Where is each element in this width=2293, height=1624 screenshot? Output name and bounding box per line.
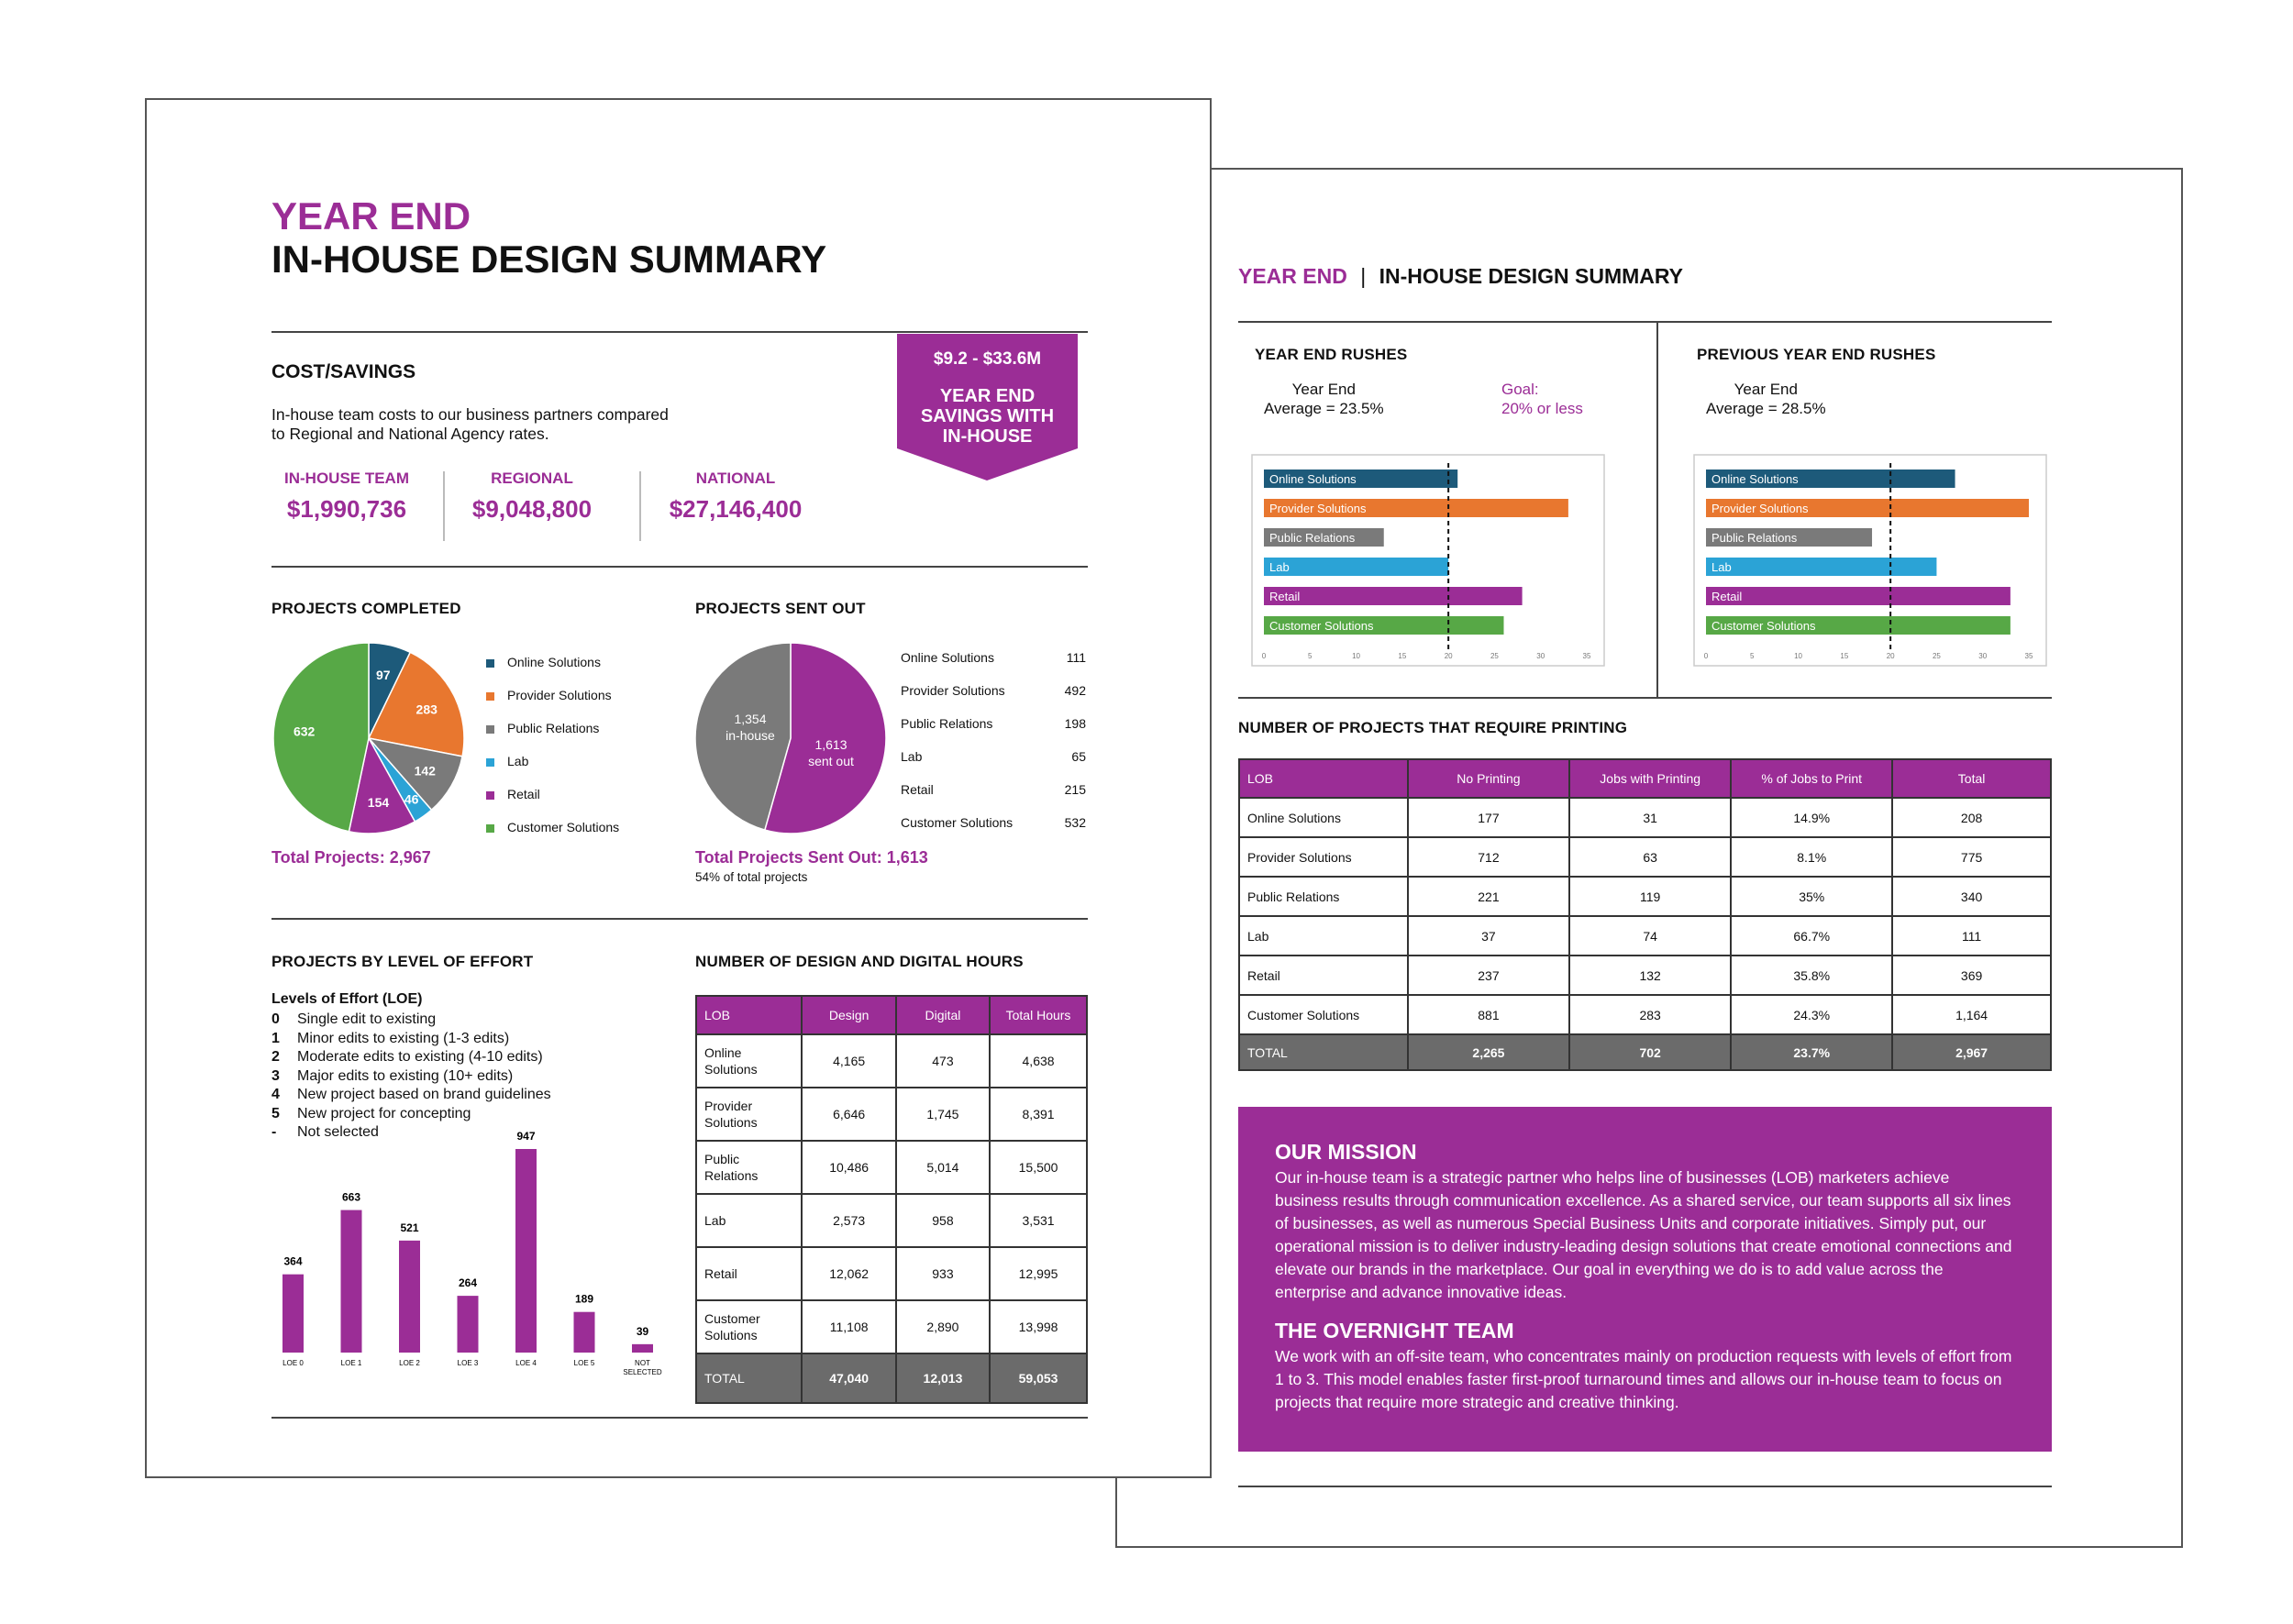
table-row (1239, 798, 2051, 837)
rushes-average-line1: Year End (1291, 381, 1356, 398)
bar-label: Customer Solutions (1711, 619, 1816, 633)
legend-label: Public Relations (507, 721, 600, 735)
pie-slice-label: sent out (808, 754, 854, 768)
legend-swatch (486, 758, 494, 767)
bar (1706, 558, 1936, 576)
loe-text: New project based on brand guidelines (297, 1087, 551, 1102)
mission-box (1238, 1107, 2052, 1452)
table-cell: 2,890 (896, 1300, 990, 1353)
table-cell: 35% (1731, 877, 1892, 916)
table-cell: 111 (1892, 916, 2051, 956)
bar-category-label: LOE 2 (399, 1359, 420, 1367)
loe-key: 4 (271, 1087, 280, 1102)
loe-item (271, 1106, 471, 1122)
legend-label: Provider Solutions (901, 683, 1005, 698)
table-cell: 12,995 (990, 1247, 1087, 1300)
bar-value-label: 663 (341, 1190, 361, 1204)
cost-col-national (657, 470, 814, 524)
sent-pie (693, 641, 888, 835)
table-row (696, 1247, 1087, 1300)
cost-value: $1,990,736 (286, 495, 407, 523)
table-row (1239, 837, 2051, 877)
legend-label: Provider Solutions (507, 688, 612, 702)
sent-subtotal: 54% of total projects (695, 870, 808, 884)
legend-value: 111 (1066, 650, 1086, 665)
table-total-row (696, 1353, 1087, 1403)
bar (1706, 587, 2011, 605)
table-row (1239, 916, 2051, 956)
overnight-heading: THE OVERNIGHT TEAM (1275, 1319, 1514, 1342)
page-one (145, 98, 1212, 1478)
rushes-goal-label: Goal: (1501, 381, 1539, 398)
bar-label: Online Solutions (1711, 472, 1799, 486)
axis-tick-label: 15 (1398, 652, 1407, 660)
table-cell: 37 (1408, 916, 1569, 956)
lob-name: Customer Solutions (696, 1300, 802, 1353)
printing-heading: NUMBER OF PROJECTS THAT REQUIRE PRINTING (1238, 719, 1628, 736)
table-cell: 8.1% (1731, 837, 1892, 877)
table-row (696, 1300, 1087, 1353)
bar (282, 1275, 304, 1353)
table-cell: 208 (1892, 798, 2051, 837)
divider (271, 1417, 1088, 1419)
cost-label: IN-HOUSE TEAM (284, 470, 409, 487)
cost-description-line2: to Regional and National Agency rates. (271, 425, 549, 443)
cost-heading: COST/SAVINGS (271, 361, 416, 382)
axis-tick-label: 5 (1308, 652, 1313, 660)
pie-slice-label: 142 (414, 763, 436, 779)
column-header: Digital (896, 996, 990, 1034)
loe-item (271, 1049, 543, 1066)
bar-value-label: 947 (516, 1130, 536, 1143)
axis-tick-label: 35 (1582, 652, 1591, 660)
axis-tick-label: 5 (1750, 652, 1755, 660)
pie-slice-label: in-house (726, 728, 775, 743)
table-cell: 12,062 (802, 1247, 895, 1300)
table-cell: 24.3% (1731, 995, 1892, 1034)
page2-title-summary: IN-HOUSE DESIGN SUMMARY (1379, 264, 1684, 288)
legend-item (486, 787, 540, 801)
table-row (696, 1034, 1087, 1088)
table-cell: 2,265 (1408, 1034, 1569, 1070)
bar (458, 1296, 479, 1353)
page2-title (1238, 264, 1683, 289)
axis-tick-label: 25 (1490, 652, 1499, 660)
legend-label: Lab (507, 754, 529, 768)
table-cell: 10,486 (802, 1141, 895, 1194)
savings-label-2: SAVINGS WITH (920, 406, 1055, 426)
table-cell: 59,053 (990, 1353, 1087, 1403)
column-header: Jobs with Printing (1569, 759, 1731, 798)
cost-value: $27,146,400 (669, 495, 803, 523)
legend-value: 532 (1064, 815, 1086, 830)
page-title-year: YEAR END (271, 194, 471, 238)
pie-slice (273, 643, 369, 832)
pie-slice-label: 154 (367, 794, 390, 810)
table-cell: 13,998 (990, 1300, 1087, 1353)
legend-item (901, 815, 1086, 830)
table-cell: 5,014 (896, 1141, 990, 1194)
table-cell: 66.7% (1731, 916, 1892, 956)
loe-item (271, 1068, 513, 1085)
divider (1238, 697, 2052, 699)
bar-value-label: 264 (458, 1276, 478, 1290)
bar-value-label: 39 (636, 1324, 649, 1338)
table-cell: 63 (1569, 837, 1731, 877)
legend-item (901, 650, 1086, 665)
lob-name: Public Relations (696, 1141, 802, 1194)
loe-text: Single edit to existing (297, 1011, 437, 1027)
axis-tick-label: 15 (1840, 652, 1849, 660)
savings-label-3: IN-HOUSE (942, 426, 1033, 447)
table-cell: 132 (1569, 956, 1731, 995)
bar-category-label: LOE 3 (457, 1359, 479, 1367)
cost-description (271, 405, 669, 444)
column-header: Total Hours (990, 996, 1087, 1034)
hours-heading: NUMBER OF DESIGN AND DIGITAL HOURS (695, 953, 1024, 970)
lob-name: Provider Solutions (1239, 837, 1408, 877)
table-cell: 4,165 (802, 1034, 895, 1088)
table-cell: 933 (896, 1247, 990, 1300)
loe-text: Minor edits to existing (1-3 edits) (297, 1030, 510, 1046)
legend-value: 198 (1064, 716, 1086, 731)
legend-item (901, 683, 1086, 698)
table-row (1239, 995, 2051, 1034)
divider-vertical (443, 471, 445, 541)
column-header: LOB (1239, 759, 1408, 798)
column-header: No Printing (1408, 759, 1569, 798)
loe-bar-chart (271, 1130, 675, 1384)
savings-range: $9.2 - $33.6M (933, 349, 1042, 369)
table-cell: 6,646 (802, 1088, 895, 1141)
page-title-summary: IN-HOUSE DESIGN SUMMARY (271, 238, 827, 281)
table-cell: 12,013 (896, 1353, 990, 1403)
table-cell: 221 (1408, 877, 1569, 916)
divider (1238, 1486, 2052, 1487)
axis-tick-label: 30 (1978, 652, 1988, 660)
legend-label: Online Solutions (901, 650, 994, 665)
column-header: LOB (696, 996, 802, 1034)
axis-tick-label: 35 (2024, 652, 2033, 660)
cost-label: NATIONAL (695, 470, 776, 487)
mission-heading: OUR MISSION (1275, 1140, 1417, 1164)
sent-total: Total Projects Sent Out: 1,613 (695, 848, 928, 867)
column-header: % of Jobs to Print (1731, 759, 1892, 798)
sent-heading: PROJECTS SENT OUT (695, 600, 866, 617)
rushes-heading: YEAR END RUSHES (1255, 346, 1408, 363)
cost-col-inhouse (271, 470, 422, 524)
loe-text: New project for concepting (297, 1105, 471, 1121)
prev-rushes-average-line2: Average = 28.5% (1706, 400, 1826, 417)
bar-label: Retail (1269, 590, 1301, 603)
legend-item (901, 782, 1086, 797)
table-row (1239, 956, 2051, 995)
table-cell: 35.8% (1731, 956, 1892, 995)
printing-table (1238, 758, 2052, 1071)
cost-col-regional (459, 470, 605, 524)
table-cell: 712 (1408, 837, 1569, 877)
table-row (1239, 877, 2051, 916)
legend-value: 215 (1064, 782, 1086, 797)
table-cell: 369 (1892, 956, 2051, 995)
bar-label: Provider Solutions (1269, 502, 1367, 515)
rushes-average (1264, 380, 1384, 418)
axis-tick-label: 30 (1536, 652, 1545, 660)
divider (271, 331, 1088, 333)
table-cell: 11,108 (802, 1300, 895, 1353)
legend-item (901, 749, 1086, 764)
loe-item (271, 1031, 509, 1047)
loe-subheading: Levels of Effort (LOE) (271, 991, 423, 1007)
table-cell: 237 (1408, 956, 1569, 995)
loe-heading: PROJECTS BY LEVEL OF EFFORT (271, 953, 534, 970)
legend-value: 65 (1071, 749, 1086, 764)
lob-name: Online Solutions (1239, 798, 1408, 837)
loe-key: 1 (271, 1030, 280, 1046)
loe-key: 5 (271, 1105, 280, 1121)
loe-item (271, 1011, 436, 1028)
pie-slice-label: 1,354 (734, 712, 767, 726)
legend-label: Customer Solutions (901, 815, 1014, 830)
divider (271, 566, 1088, 568)
loe-item (271, 1124, 379, 1141)
lob-name: Retail (1239, 956, 1408, 995)
divider (1238, 321, 2052, 323)
axis-tick-label: 20 (1444, 652, 1453, 660)
table-cell: 4,638 (990, 1034, 1087, 1088)
table-cell: 74 (1569, 916, 1731, 956)
table-header-row (1239, 759, 2051, 798)
table-cell: 2,573 (802, 1194, 895, 1247)
bar-label: Online Solutions (1269, 472, 1357, 486)
table-cell: 702 (1569, 1034, 1731, 1070)
table-cell: 177 (1408, 798, 1569, 837)
bar (632, 1344, 653, 1353)
table-cell: 31 (1569, 798, 1731, 837)
bar-category-label: SELECTED (623, 1368, 662, 1376)
lob-name: Public Relations (1239, 877, 1408, 916)
bar-value-label: 189 (574, 1292, 594, 1306)
savings-badge-text (897, 349, 1078, 447)
table-cell: 958 (896, 1194, 990, 1247)
legend-item (486, 721, 599, 735)
legend-swatch (486, 824, 494, 833)
bar-category-label: LOE 5 (573, 1359, 595, 1367)
legend-swatch (486, 692, 494, 701)
legend-item (901, 716, 1086, 731)
pie-slice-label: 1,613 (814, 737, 847, 752)
loe-key: - (271, 1124, 277, 1140)
legend-swatch (486, 791, 494, 800)
axis-tick-label: 10 (1794, 652, 1803, 660)
divider (271, 918, 1088, 920)
lob-name: Lab (1239, 916, 1408, 956)
divider-vertical (1656, 323, 1658, 697)
table-cell: TOTAL (1239, 1034, 1408, 1070)
page2-title-separator: | (1360, 264, 1367, 288)
rushes-average-line2: Average = 23.5% (1264, 400, 1384, 417)
page2-title-year: YEAR END (1238, 264, 1347, 288)
lob-name: Retail (696, 1247, 802, 1300)
rushes-goal (1501, 380, 1583, 418)
bar-category-label: NOT (635, 1359, 650, 1367)
table-cell: 15,500 (990, 1141, 1087, 1194)
table-header-row (696, 996, 1087, 1034)
loe-key: 0 (271, 1011, 280, 1027)
bar-label: Provider Solutions (1711, 502, 1809, 515)
table-cell: 119 (1569, 877, 1731, 916)
table-cell: 2,967 (1892, 1034, 2051, 1070)
bar-value-label: 521 (400, 1221, 419, 1234)
axis-tick-label: 10 (1352, 652, 1361, 660)
loe-item (271, 1087, 551, 1103)
loe-text: Not selected (297, 1124, 379, 1140)
legend-label: Lab (901, 749, 923, 764)
table-cell: TOTAL (696, 1353, 802, 1403)
table-cell: 23.7% (1731, 1034, 1892, 1070)
loe-text: Major edits to existing (10+ edits) (297, 1067, 514, 1084)
table-cell: 473 (896, 1034, 990, 1088)
bar-label: Public Relations (1711, 531, 1798, 545)
completed-heading: PROJECTS COMPLETED (271, 600, 461, 617)
mission-text: Our in-house team is a strategic partner who helps line of businesses (LOB) marketers achieve business results through communication excellence. As a shared service, our team supports all six lines of businesses, as well as numerous Special Business Units and corporate initiatives. Simply put, our operational mission is to deliver industry-leading design solutions that create emotional connections and elevate our brands in the marketplace. Our goal in everything we do is to add value across the enterprise and advance innovative ideas. (1275, 1168, 2012, 1301)
completed-pie (271, 641, 466, 835)
bar-category-label: LOE 1 (340, 1359, 362, 1367)
table-cell: 1,164 (1892, 995, 2051, 1034)
loe-key: 2 (271, 1049, 280, 1065)
prev-rushes-chart (1693, 454, 2047, 667)
bar (1264, 587, 1523, 605)
bar-label: Retail (1711, 590, 1743, 603)
column-header: Total (1892, 759, 2051, 798)
bar (341, 1210, 362, 1353)
savings-label-1: YEAR END (939, 386, 1036, 406)
bar-label: Public Relations (1269, 531, 1356, 545)
bar-category-label: LOE 4 (515, 1359, 537, 1367)
bar-label: Lab (1711, 560, 1732, 574)
table-cell: 3,531 (990, 1194, 1087, 1247)
legend-swatch (486, 659, 494, 668)
table-cell: 881 (1408, 995, 1569, 1034)
table-cell: 8,391 (990, 1088, 1087, 1141)
legend-value: 492 (1064, 683, 1086, 698)
legend-label: Retail (901, 782, 934, 797)
bar-category-label: LOE 0 (282, 1359, 304, 1367)
lob-name: Customer Solutions (1239, 995, 1408, 1034)
pie-slice-label: 283 (415, 702, 438, 717)
table-cell: 47,040 (802, 1353, 895, 1403)
lob-name: Lab (696, 1194, 802, 1247)
prev-rushes-average-line1: Year End (1734, 381, 1798, 398)
loe-text: Moderate edits to existing (4-10 edits) (297, 1049, 543, 1065)
table-row (696, 1141, 1087, 1194)
rushes-goal-value: 20% or less (1501, 400, 1583, 417)
completed-total: Total Projects: 2,967 (271, 848, 431, 867)
axis-tick-label: 25 (1932, 652, 1941, 660)
legend-item (486, 688, 612, 702)
legend-item (486, 655, 601, 669)
table-cell: 775 (1892, 837, 2051, 877)
table-cell: 14.9% (1731, 798, 1892, 837)
bar (399, 1241, 420, 1353)
axis-tick-label: 0 (1261, 652, 1267, 660)
bar-label: Lab (1269, 560, 1290, 574)
prev-rushes-average (1706, 380, 1826, 418)
legend-item (486, 754, 528, 768)
legend-swatch (486, 725, 494, 734)
table-row (696, 1194, 1087, 1247)
lob-name: Online Solutions (696, 1034, 802, 1088)
lob-name: Provider Solutions (696, 1088, 802, 1141)
overnight-text: We work with an off-site team, who concentrates mainly on production requests with levels of effort from 1 to 3. This model enables faster first-proof turnaround times and allows our in-house team to focus on projects that require more strategic and creative thinking. (1275, 1347, 2012, 1411)
table-total-row (1239, 1034, 2051, 1070)
table-cell: 340 (1892, 877, 2051, 916)
bar (574, 1312, 595, 1353)
bar (1264, 558, 1448, 576)
cost-value: $9,048,800 (471, 495, 593, 523)
pie-slice-label: 632 (293, 724, 316, 739)
table-cell: 1,745 (896, 1088, 990, 1141)
axis-tick-label: 0 (1703, 652, 1709, 660)
rushes-chart (1251, 454, 1605, 667)
legend-label: Public Relations (901, 716, 993, 731)
column-header: Design (802, 996, 895, 1034)
axis-tick-label: 20 (1886, 652, 1895, 660)
pie-slice-label: 46 (404, 791, 419, 807)
legend-label: Online Solutions (507, 655, 601, 669)
divider-vertical (639, 471, 641, 541)
bar (515, 1149, 537, 1353)
pie-slice-label: 97 (375, 668, 391, 683)
cost-description-line1: In-house team costs to our business partners compared (271, 405, 669, 424)
cost-label: REGIONAL (491, 470, 573, 487)
legend-item (486, 820, 619, 834)
bar-value-label: 364 (283, 1254, 303, 1268)
bar-label: Customer Solutions (1269, 619, 1374, 633)
table-row (696, 1088, 1087, 1141)
table-cell: 283 (1569, 995, 1731, 1034)
hours-table (695, 995, 1088, 1404)
loe-key: 3 (271, 1067, 280, 1084)
prev-rushes-heading: PREVIOUS YEAR END RUSHES (1697, 346, 1936, 363)
legend-label: Customer Solutions (507, 820, 620, 834)
legend-label: Retail (507, 787, 540, 801)
